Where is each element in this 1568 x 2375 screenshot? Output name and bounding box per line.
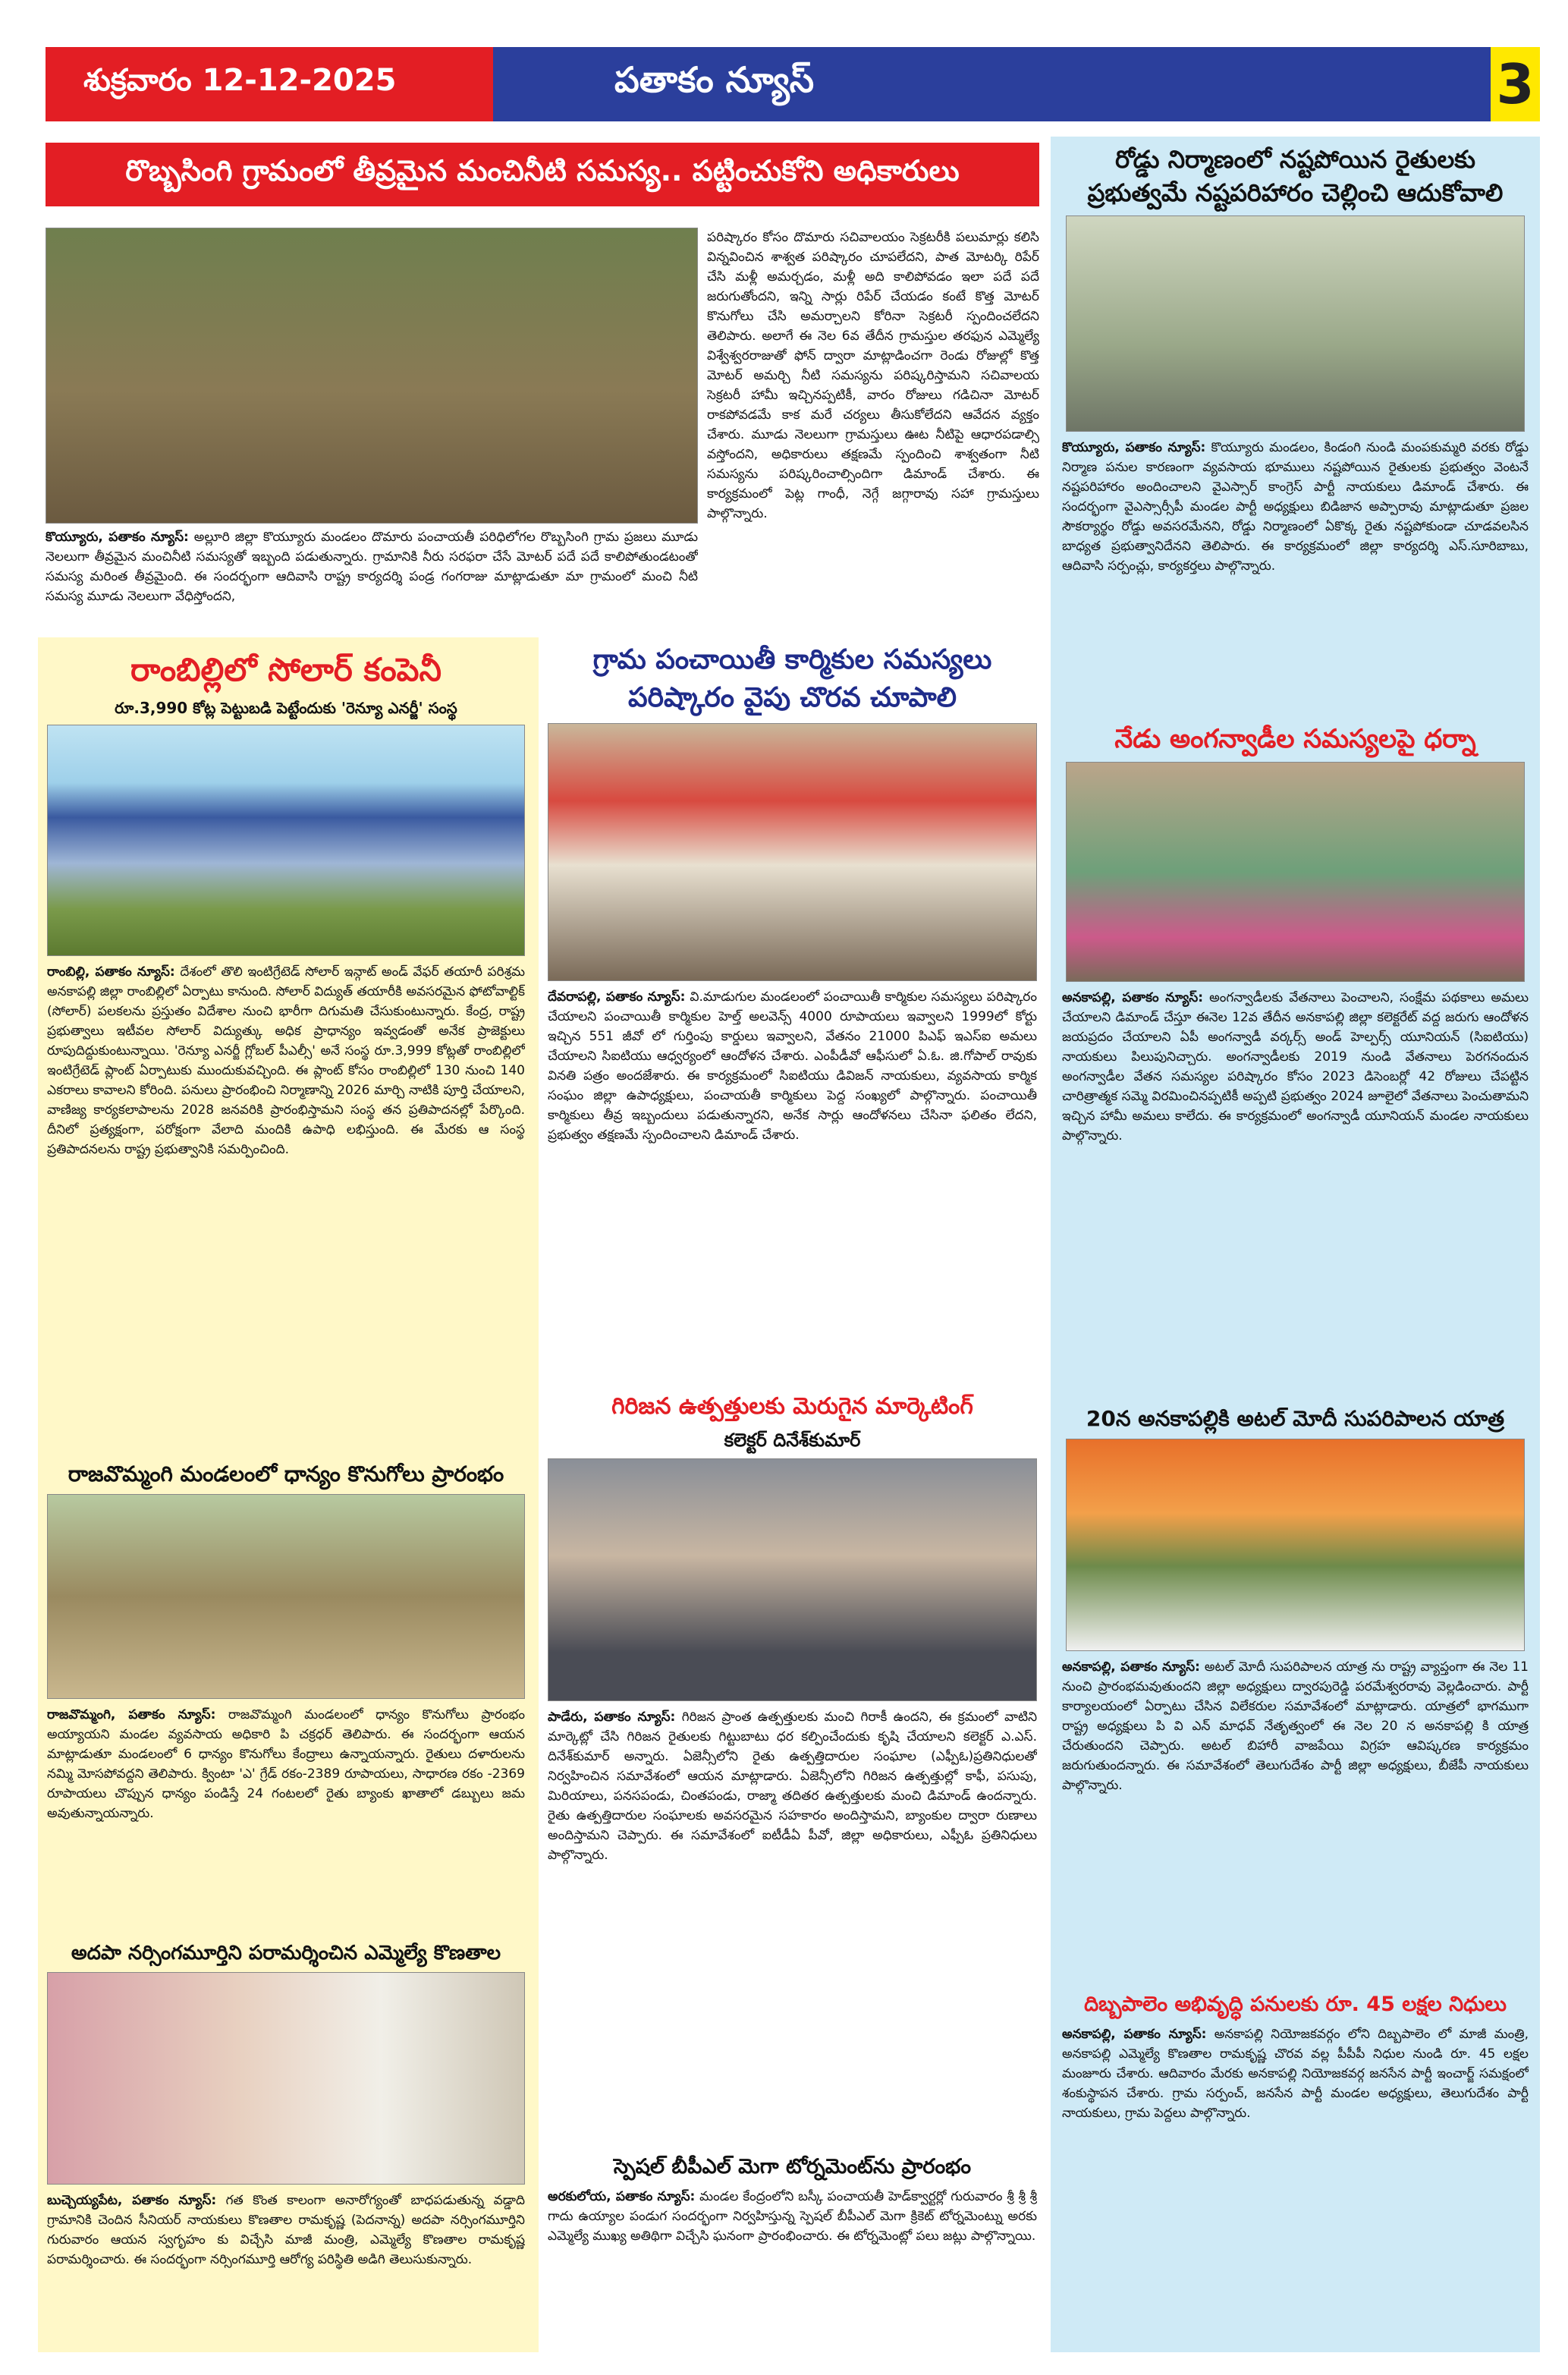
grain-section: [47, 1461, 525, 1937]
dibbapalem-section: [1062, 1991, 1529, 2348]
dateline: అనకాపల్లి, పతాకం న్యూస్:: [1062, 1659, 1200, 1675]
photo-panchayat-workers: [548, 723, 1037, 981]
dateline: పాడేరు, పతాకం న్యూస్:: [548, 1710, 676, 1725]
girijan-section: [548, 1392, 1037, 2150]
photo-mla-visit: [47, 1972, 525, 2185]
panchayat-headline: గ్రామ పంచాయితీ కార్మికుల సమస్యలు పరిష్కారం వైపు చొరవ చూపాలి: [592, 644, 992, 713]
photo-collector-meeting: [548, 1458, 1037, 1701]
article-text: దేశంలో తొలి ఇంటిగ్రేటెడ్ సోలార్ ఇన్గాట్ అండ్ వేఫర్ తయారీ పరిశ్రమ అనకాపల్లి జిల్లా రాంబిల్లిలో ఏర్పాటు కానుంది. సోలార్ విద్యుత్ తయారీకి అవసరమైన ఫోటోవాల్టిక్ (సోలార్) పలకలను ప్రస్తుతం విదేశాల నుంచి భారీగా దిగుమతి చేసుకుంటున్నారు. కేంద్ర, రాష్ట్ర ప్రభుత్వాలు ఇటీవల సోలార్ విద్యుత్కు అధిక ప్రాధాన్యం ఇవ్వడంతో అనేక ప్రాజెక్టులు రూపుదిద్దుకుంటున్నాయి. 'రెన్యూ ఎనర్జీ గ్లోబల్ పీఎల్సీ' అనే సంస్థ రూ.3,999 కోట్లతో రాంబిల్లిలో ఇంటిగ్రేటెడ్ ప్లాంట్ ఏర్పాటుకు ముందుకువచ్చింది. ఈ ప్లాంట్ కోసం రాంబిల్లిలో 130 నుంచి 140 ఎకరాలు కావాలని కోరింది. పనులు ప్రారంభించి నిర్మాణాన్ని 2026 మార్చి నాటికి పూర్తి చేయాలని, వాణిజ్య కార్యకలాపాలను 2028 జనవరికి ప్రారంభిస్తామని సంస్థ తన ప్రతిపాదనల్లో పేర్కొంది. దీనిలో ప్రత్యక్షంగా, పరోక్షంగా వేలాది మందికి ఉపాధి లభిస్తుంది. ఈ మేరకు ఆ సంస్థ ప్రతిపాదనలను రాష్ట్ర ప్రభుత్వానికి సమర్పించింది.: [47, 964, 525, 1157]
solar-subheadline: రూ.3,990 కోట్ల పెట్టుబడి పెట్టేందుకు 'రెన్యూ ఎనర్జీ' సంస్థ: [115, 699, 457, 717]
dibbapalem-headline: దిబ్బపాలెం అభివృద్ధి పనులకు రూ. 45 లక్షల నిధులు: [1084, 1993, 1507, 2016]
girijan-subheadline: కలెక్టర్ దినేశ్‌కుమార్: [724, 1430, 861, 1451]
article-text: అంగన్వాడీలకు వేతనాలు పెంచాలని, సంక్షేమ పథకాలు అమలు చేయాలని డిమాండ్ చేస్తూ ఈనెల 12వ తేదీన అనకాపల్లి జిల్లా కలెక్టరేట్ వద్ద జరుగు ఆందోళన జయప్రదం చేయాలని ఏపీ అంగన్వాడీ వర్కర్స్ అండ్ హెల్పర్స్ యూనియన్ (సిఐటియు) నాయకులు పిలుపునిచ్చారు. అంగన్వాడీలకు 2019 నుండి వేతనాలు పెరగనందున అంగన్వాడీల వేతన సమస్యల పరిష్కారం కోసం 2023 డిసెంబర్లో 42 రోజులు చేపట్టిన చారిత్రాత్మక సమ్మె విరమించినప్పటికీ అప్పటి ప్రభుత్వం 2024 జూలైలో వేతనాలు పెంచుతామని ఇచ్చిన హామీ అమలు కాలేదు. ఈ కార్యక్రమంలో అంగన్వాడీ యూనియన్ మండల నాయకులు పాల్గొన్నారు.: [1062, 990, 1529, 1143]
dateline: కొయ్యూరు, పతాకం న్యూస్:: [1062, 440, 1206, 455]
top-article-body-1: [46, 527, 698, 611]
article-text: అనకాపల్లి నియోజకవర్గం లోని దిబ్బపాలెం లో మాజీ మంత్రి, అనకాపల్లి ఎమ్మెల్యే కొణతాల రామకృష్ణ చొరవ వల్ల పీపీపీ నిధుల నుండి రూ. 45 లక్షల మంజూరు చేశారు. ఆదివారం మేరకు అనకాపల్లి నియోజకవర్గ జనసేన పార్టీ ఇంచార్జ్ సమక్షంలో శంకుస్థాపన చేశారు. గ్రామ సర్పంచ్, జనసేన పార్టీ మండల అధ్యక్షులు, తెలుగుదేశం పార్టీ నాయకులు, గ్రామ పెద్దలు పాల్గొన్నారు.: [1062, 2027, 1529, 2121]
girijan-headline: గిరిజన ఉత్పత్తులకు మెరుగైన మార్కెటింగ్: [611, 1393, 973, 1420]
dateline: రాజవొమ్మంగి, పతాకం న్యూస్:: [47, 1707, 216, 1722]
article-text: వి.మాడుగుల మండలంలో పంచాయితీ కార్మికుల సమస్యలు పరిష్కారం చేయాలని పంచాయితీ కార్మికుల హెల్త్ అలవెన్స్ 4000 రూపాయలు ఇవ్వాలని 1999లో కోర్టు ఇచ్చిన 551 జీవో లో గుర్తింపు కార్డులు ఇవ్వాలని, వేతనం 21000 పిఎఫ్ ఇఎస్ఐ అమలు చేయాలని సిఐటియు ఆధ్వర్యంలో ఆందోళన చేశారు. ఎంపీడీవో ఆఫీసులో ఏ.ఓ. జి.గోపాల్ రావుకు వినతి పత్రం అందజేశారు. ఈ కార్యక్రమంలో సిఐటియు డివిజన్ నాయకులు, వ్యవసాయ కార్మిక సంఘం జిల్లా ఉపాధ్యక్షులు, పంచాయతీ కార్మికులు పెద్ద సంఖ్యలో పాల్గొన్నారు. పంచాయితీ కార్మికులు తీవ్ర ఇబ్బందులు పడుతున్నారని, అనేక సార్లు ఆందోళనలు చేసినా ఫలితం లేదని, ప్రభుత్వం తక్షణమే స్పందించాలని డిమాండ్ చేశారు.: [548, 989, 1037, 1143]
narasinga-headline: అదపా నర్సింగమూర్తిని పరామర్శించిన ఎమ్మెల్యే కొణతాల: [71, 1942, 501, 1964]
article-text: కొయ్యూరు మండలం, కిండంగి నుండి మంపకుమ్మరి వరకు రోడ్డు నిర్మాణ పనుల కారణంగా వ్యవసాయ భూములు నష్టపోయిన రైతులకు ప్రభుత్వం వెంటనే నష్టపరిహారం అందించాలని వైఎస్సార్ కాంగ్రెస్ పార్టీ నాయకులు డిమాండ్ చేశారు. ఈ సందర్భంగా వైఎస్సార్సీపీ మండల పార్టీ అధ్యక్షులు బిడిజాన అప్పారావు మాట్లాడుతూ ప్రజల సౌకర్యార్థం రోడ్డు అవసరమేనని, రోడ్డు నిర్మాణంలో ఏకొక్క రైతు నష్టపోకుండా చూడవలసిన బాధ్యత ప్రభుత్వానిదేనని తెలిపారు. ఈ కార్యక్రమంలో జిల్లా కార్యదర్శి ఎస్.సూరిబాబు, ఆదివాసి సర్పంచ్లు, కార్యకర్తలు పాల్గొన్నారు.: [1062, 440, 1529, 574]
dateline: అరకులోయ, పతాకం న్యూస్:: [548, 2189, 696, 2204]
photo-solar-panels: [47, 725, 525, 956]
solar-section: [47, 649, 525, 1457]
girijan-article: [548, 1707, 1037, 2150]
issue-date: శుక్రవారం 12-12-2025: [46, 47, 493, 121]
article-text: మండల కేంద్రంలోని బస్కీ పంచాయతీ హెడ్‌క్వార్టర్లో గురువారం శ్రీ శ్రీ శ్రీ గాదు ఉయ్యాల పండుగ సందర్భంగా నిర్వహిస్తున్న స్పెషల్ బీపీఎల్ మెగా క్రికెట్ టోర్నమెంట్ను అరకు ఎమ్మెల్యే ముఖ్య అతిథిగా విచ్చేసి ఘనంగా ప్రారంభించారు. ఈ టోర్నమెంట్లో పలు జట్లు పాల్గొన్నాయి.: [548, 2189, 1037, 2244]
anganwadi-section: [1062, 722, 1529, 1402]
dateline: అనకాపల్లి, పతాకం న్యూస్:: [1062, 2027, 1207, 2042]
grain-headline: రాజవొమ్మంగి మండలంలో ధాన్యం కొనుగోలు ప్రారంభం: [68, 1461, 504, 1486]
article-text: గిరిజన ప్రాంత ఉత్పత్తులకు మంచి గిరాకీ ఉందని, ఈ క్రమంలో వాటిని మార్కెట్లో చేసి గిరిజన రైతులకు గిట్టుబాటు ధర కల్పించేందుకు కృషి చేయాలని కలెక్టర్ ఎ.ఎస్. దినేశ్‌కుమార్ అన్నారు. ఏజెన్సీలోని రైతు ఉత్పత్తిదారుల సంఘాల (ఎఫ్పీఓ)ప్రతినిధులతో నిర్వహించిన సమావేశంలో ఆయన మాట్లాడారు. ఏజెన్సీలోని గిరిజన ఉత్పత్తుల్లో కాఫీ, పసుపు, మిరియాలు, పనసపండు, చింతపండు, రాజ్మా తదితర ఉత్పత్తులకు మంచి డిమాండ్ ఉందన్నారు. రైతు ఉత్పత్తిదారుల సంఘాలకు అవసరమైన సహకారం అందిస్తామని, బ్యాంకుల ద్వారా రుణాలు అందిస్తామని చెప్పారు. ఈ సమావేశంలో ఐటీడీఏ పీవో, జిల్లా అధికారులు, ఎఫ్పీఓ ప్రతినిధులు పాల్గొన్నారు.: [548, 1710, 1037, 1863]
bpl-article: [548, 2187, 1037, 2348]
dateline: రాంబిల్లి, పతాకం న్యూస్:: [47, 964, 175, 980]
dibbapalem-article: [1062, 2024, 1529, 2348]
article-text: రాజవొమ్మంగి మండలంలో ధాన్యం కొనుగోలు ప్రారంభం అయ్యాయని మండల వ్యవసాయ అధికారి పి చక్రధర్ తెలిపారు. ఈ సందర్భంగా ఆయన మాట్లాడుతూ మండలంలో 6 ధాన్యం కొనుగోలు కేంద్రాలు ఉన్నాయన్నారు. రైతులు దళారులను నమ్మి మోసపోవద్దని తెలిపారు. క్వింటా 'ఎ' గ్రేడ్ రకం-2389 రూపాయలు, సాధారణ రకం -2369 రూపాయలు చొప్పున ధాన్యం పండిస్తే 24 గంటలలో రైతు బ్యాంకు ఖాతాలో డబ్బులు జమ అవుతున్నాయన్నారు.: [47, 1707, 525, 1821]
road-headline: రోడ్డు నిర్మాణంలో నష్టపోయిన రైతులకు ప్రభుత్వమే నష్టపరిహారం చెల్లించి ఆదుకోవాలి: [1087, 145, 1504, 207]
dateline: అనకాపల్లి, పతాకం న్యూస్:: [1062, 990, 1204, 1005]
anganwadi-headline: నేడు అంగన్వాడీల సమస్యలపై ధర్నా: [1114, 724, 1476, 754]
photo-bjp-meeting: [1066, 1439, 1525, 1651]
atal-headline: 20న అనకాపల్లికి అటల్ మోదీ సుపరిపాలన యాత్ర: [1086, 1406, 1505, 1431]
photo-villagers-water: [46, 228, 698, 524]
top-article-body-2: పరిష్కారం కోసం దొమారు సచివాలయం సెక్రటరీకి పలుమార్లు కలిసి విన్నవించిన శాశ్వత పరిష్కారం చూపలేదని, పాత మోటర్కి రిపేర్ చేసి మళ్లీ అమర్చడం, మళ్లీ అది కాలిపోవడం ఇలా పదే పదే జరుగుతోందని, ఇన్ని సార్లు రిపేర్ చేయడం కంటే కొత్త మోటర్ కొనుగోలు చేసి అమర్చాలని కోరినా సెక్రటరీ స్పందించలేదని తెలిపారు. అలాగే ఈ నెల 6వ తేదీన గ్రామస్తుల తరఫున ఎమ్మెల్యే విశ్వేశ్వరరాజుతో ఫోన్ ద్వారా మాట్లాడించగా రెండు రోజుల్లో కొత్త మోటర్ అమర్చి నీటి సమస్యను పరిష్కరిస్తామని సచివాలయ సెక్రటరీ హామీ ఇచ్చినప్పటికీ, వారం రోజులు గడిచినా మోటర్ రాకపోవడమే కాక మరే చర్యలు తీసుకోలేదని ఆవేదన వ్యక్తం చేశారు. మూడు నెలలుగా గ్రామస్తులు ఊట నీటిపై ఆధారపడాల్సి వస్తోందని, అధికారులు తక్షణమే స్పందించి శాశ్వతంగా నీటి సమస్యను పరిష్కరించాల్సిందిగా డిమాండ్ చేశారు. ఈ కార్యక్రమంలో పెట్ల గాంధీ, నెగ్గే జగ్గారావు సహా గ్రామస్తులు పాల్గొన్నారు.: [707, 230, 1039, 521]
panchayat-section: [548, 641, 1037, 1389]
solar-headline: రాంబిల్లిలో సోలార్ కంపెనీ: [130, 651, 442, 688]
solar-article: [47, 962, 525, 1457]
atal-article: [1062, 1657, 1529, 1988]
bpl-section: [548, 2153, 1037, 2348]
bpl-headline: స్పెషల్ బీపీఎల్ మెగా టోర్నమెంట్‌ను ప్రారంభం: [613, 2155, 972, 2178]
article-text: అటల్ మోదీ సుపరిపాలన యాత్ర ను రాష్ట్ర వ్యాప్తంగా ఈ నెల 11 నుంచి ప్రారంభమవుతుందని జిల్లా అధ్యక్షులు ద్వారపురెడ్డి పరమేశ్వరరావు వెల్లడించారు. పార్టీ కార్యాలయంలో ఏర్పాటు చేసిన విలేకరుల సమావేశంలో మాట్లాడారు. యాత్రలో భాగముగా రాష్ట్ర అధ్యక్షులు పి వి ఎన్ మాధవ్ నేతృత్వంలో ఈ నెల 20 న అనకాపల్లి కి యాత్ర చేరుతుందని చెప్పారు. అటల్ బిహారీ వాజపేయి విగ్రహ ఆవిష్కరణ కార్యక్రమం జరుగుతుందన్నారు. ఈ సమావేశంలో తెలుగుదేశం పార్టీ జిల్లా అధ్యక్షులు, బీజేపీ నాయకులు పాల్గొన్నారు.: [1062, 1659, 1529, 1793]
grain-article: [47, 1705, 525, 1937]
page-number: 3: [1491, 47, 1540, 121]
narasinga-section: [47, 1940, 525, 2348]
article-text: అల్లూరి జిల్లా కొయ్యూరు మండలం దొమారు పంచాయతీ పరిధిలోగల రొబ్బసింగి గ్రామ ప్రజలు మూడు నెలలుగా తీవ్రమైన మంచినీటి సమస్యతో ఇబ్బంది పడుతున్నారు. గ్రామానికి నీరు సరఫరా చేసే మోటర్ పదే పదే కాలిపోతుండటంతో సమస్య మరింత తీవ్రమైంది. ఈ సందర్భంగా ఆదివాసి రాష్ట్ర కార్యదర్శి పండ్ర గంగరాజు మాట్లాడుతూ మా గ్రామంలో మంచి నీటి సమస్య మూడు నెలలుగా వేధిస్తోందని,: [46, 530, 698, 604]
dateline: దేవరాపల్లి, పతాకం న్యూస్:: [548, 989, 686, 1005]
dateline: బుచ్చెయ్యపేట, పతాకం న్యూస్:: [47, 2193, 217, 2208]
road-article: [1062, 438, 1529, 719]
anganwadi-article: [1062, 988, 1529, 1402]
panchayat-article: [548, 987, 1037, 1389]
photo-road-meeting: [1066, 215, 1525, 432]
top-headline: రొబ్బసింగి గ్రామంలో తీవ్రమైన మంచినీటి సమస్య.. పట్టించుకోని అధికారులు: [46, 143, 1039, 206]
road-section: [1062, 143, 1529, 719]
newspaper-name: పతాకం న్యూస్: [493, 47, 1491, 121]
article-text: గత కొంత కాలంగా అనారోగ్యంతో బాధపడుతున్న వడ్డాది గ్రామానికి చెందిన సీనియర్ నాయకులు కొణతాల రామకృష్ణ (పెదనాన్న) అదపా నర్సింగమూర్తిని గురువారం ఆయన స్వగృహం కు విచ్చేసి మాజీ మంత్రి, ఎమ్మెల్యే కొణతాల రామకృష్ణ పరామర్శించారు. ఈ సందర్భంగా నర్సింగమూర్తి ఆరోగ్య పరిస్థితి అడిగి తెలుసుకున్నారు.: [47, 2193, 525, 2267]
dateline: కొయ్యూరు, పతాకం న్యూస్:: [46, 530, 189, 545]
photo-grain-procurement: [47, 1494, 525, 1699]
photo-anganwadi: [1066, 762, 1525, 982]
narasinga-article: [47, 2191, 525, 2348]
atal-section: [1062, 1405, 1529, 1988]
